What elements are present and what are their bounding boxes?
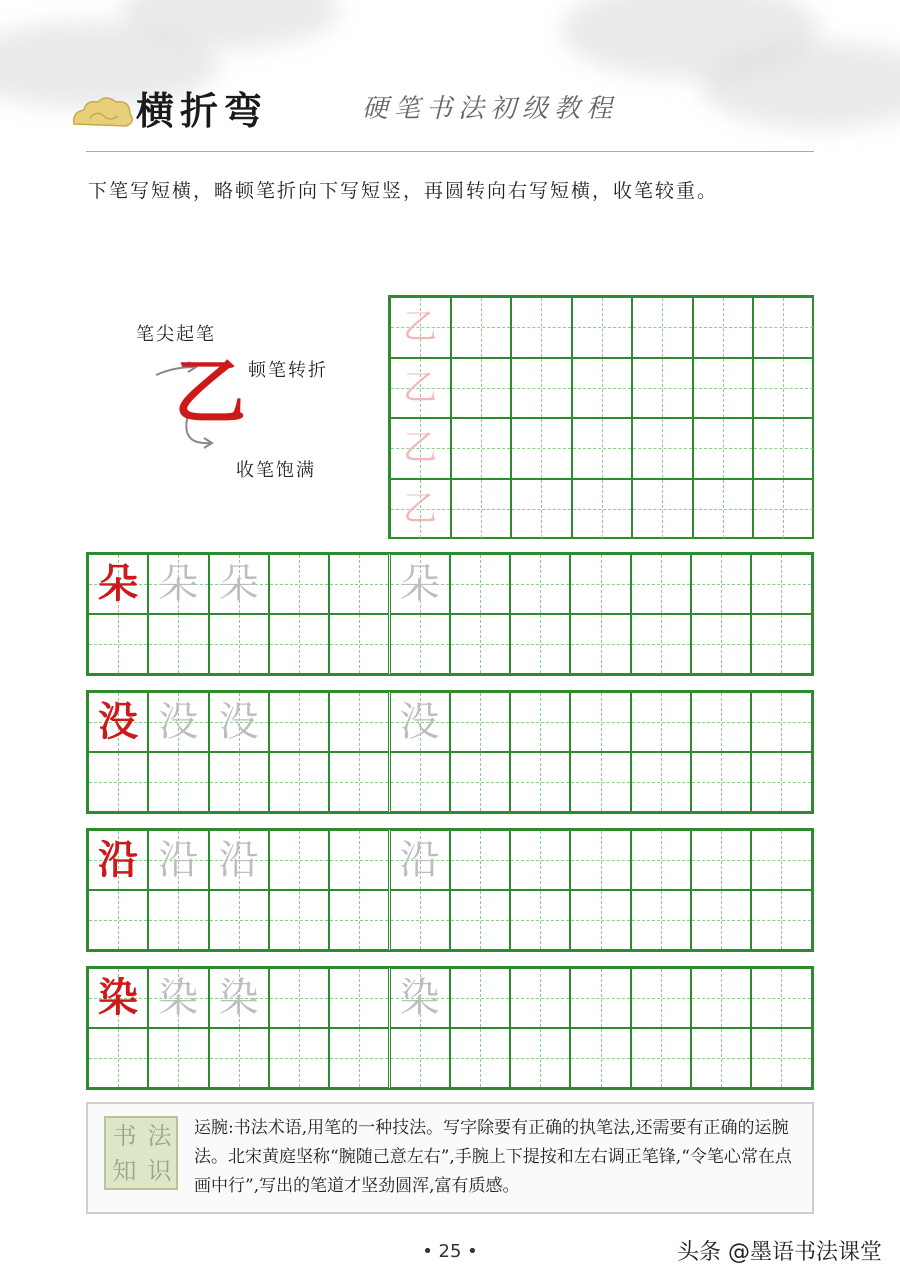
grid-cell xyxy=(450,1028,510,1088)
trace-character: 没 xyxy=(158,699,199,745)
grid-cell xyxy=(570,968,630,1028)
grid-cell xyxy=(572,479,633,540)
model-character: 朵 xyxy=(98,560,138,607)
page-number: • 25 • xyxy=(422,1241,478,1262)
trace-character: 染 xyxy=(399,975,440,1021)
stroke-trace-glyph: 乙 xyxy=(403,488,437,529)
grid-cell xyxy=(751,692,811,752)
trace-character: 没 xyxy=(218,699,259,745)
grid-cell xyxy=(510,554,570,614)
stroke-practice-grid xyxy=(388,295,814,539)
stroke-demo xyxy=(110,300,370,520)
grid-cell xyxy=(510,890,570,950)
practice-grid-1 xyxy=(86,552,814,676)
grid-cell xyxy=(209,752,269,812)
grid-cell xyxy=(269,830,329,890)
grid-cell xyxy=(329,890,389,950)
grid-cell xyxy=(631,968,691,1028)
grid-cell xyxy=(269,890,329,950)
grid-cell xyxy=(451,297,512,358)
grid-cell xyxy=(269,554,329,614)
knowledge-badge xyxy=(104,1116,178,1190)
grid-cell xyxy=(753,297,814,358)
label-start: 笔尖起笔 xyxy=(136,324,216,345)
grid-cell xyxy=(390,614,450,674)
grid-cell xyxy=(88,890,148,950)
grid-cell xyxy=(510,692,570,752)
grid-cell xyxy=(450,830,510,890)
grid-cell xyxy=(451,358,512,419)
grid-cell xyxy=(753,418,814,479)
stroke-description: 下笔写短横，略顿笔折向下写短竖，再圆转向右写短横，收笔较重。 xyxy=(88,180,719,202)
grid-cell xyxy=(269,614,329,674)
knowledge-text: 运腕:书法术语,用笔的一种技法。写字除要有正确的执笔法,还需要有正确的运腕法。北宋黄庭坚称“腕随己意左右”,手腕上下提按和左右调正笔锋,“令笔心常在点画中行”,写出的笔道才坚劲圆浑,富有质感。 xyxy=(194,1118,792,1196)
grid-cell xyxy=(631,554,691,614)
trace-character: 沿 xyxy=(399,837,440,883)
grid-cell xyxy=(691,968,751,1028)
badge-char: 识 xyxy=(147,1157,172,1185)
grid-cell xyxy=(450,968,510,1028)
grid-cell xyxy=(209,890,269,950)
grid-cell xyxy=(510,614,570,674)
grid-cell xyxy=(390,890,450,950)
model-character: 染 xyxy=(98,974,138,1021)
trace-character: 朵 xyxy=(399,561,440,607)
stroke-glyph-red: 乙 xyxy=(174,349,247,434)
grid-cell xyxy=(632,418,693,479)
grid-cell xyxy=(631,752,691,812)
grid-cell xyxy=(88,614,148,674)
grid-cell xyxy=(329,752,389,812)
stroke-name-title: 横折弯 xyxy=(136,88,269,133)
grid-cell xyxy=(632,358,693,419)
grid-cell xyxy=(693,358,754,419)
grid-cell xyxy=(631,1028,691,1088)
model-character: 沿 xyxy=(98,836,138,883)
grid-cell xyxy=(148,614,208,674)
grid-cell xyxy=(148,752,208,812)
grid-cell xyxy=(691,614,751,674)
grid-cell xyxy=(148,1028,208,1088)
grid-cell xyxy=(632,297,693,358)
grid-cell xyxy=(450,554,510,614)
grid-cell xyxy=(570,890,630,950)
grid-cell xyxy=(451,479,512,540)
grid-cell xyxy=(691,692,751,752)
grid-cell xyxy=(631,830,691,890)
cloud-icon xyxy=(70,94,136,130)
practice-grid-4 xyxy=(86,966,814,1090)
grid-cell xyxy=(572,418,633,479)
grid-cell xyxy=(751,968,811,1028)
grid-cell xyxy=(753,358,814,419)
page-header xyxy=(70,78,830,138)
header-divider xyxy=(86,151,814,152)
grid-cell xyxy=(753,479,814,540)
grid-cell xyxy=(751,752,811,812)
grid-cell xyxy=(693,479,754,540)
grid-cell xyxy=(511,358,572,419)
calligraphy-knowledge-box xyxy=(86,1102,814,1214)
stroke-trace-glyph: 乙 xyxy=(403,367,437,408)
grid-cell xyxy=(88,1028,148,1088)
trace-character: 染 xyxy=(218,975,259,1021)
grid-cell xyxy=(450,890,510,950)
grid-cell xyxy=(510,968,570,1028)
trace-character: 沿 xyxy=(218,837,259,883)
trace-character: 染 xyxy=(158,975,199,1021)
label-turn: 顿笔转折 xyxy=(248,360,328,381)
grid-cell xyxy=(510,752,570,812)
grid-cell xyxy=(511,479,572,540)
grid-cell xyxy=(691,890,751,950)
trace-character: 没 xyxy=(399,699,440,745)
grid-cell xyxy=(511,297,572,358)
trace-character: 朵 xyxy=(158,561,199,607)
grid-cell xyxy=(572,358,633,419)
grid-cell xyxy=(751,554,811,614)
grid-cell xyxy=(450,752,510,812)
book-title: 硬笔书法初级教程 xyxy=(362,94,619,124)
grid-cell xyxy=(88,752,148,812)
grid-cell xyxy=(691,1028,751,1088)
practice-grid-3 xyxy=(86,828,814,952)
stroke-trace-glyph: 乙 xyxy=(403,428,437,468)
badge-char: 知 xyxy=(112,1157,137,1185)
grid-cell xyxy=(570,1028,630,1088)
model-character: 没 xyxy=(98,698,138,745)
grid-cell xyxy=(390,1028,450,1088)
grid-cell xyxy=(269,968,329,1028)
grid-cell xyxy=(390,752,450,812)
grid-cell xyxy=(269,752,329,812)
badge-char: 书 xyxy=(112,1122,137,1150)
stroke-trace-glyph: 乙 xyxy=(403,307,437,347)
grid-cell xyxy=(570,830,630,890)
grid-cell xyxy=(570,752,630,812)
grid-cell xyxy=(209,1028,269,1088)
grid-cell xyxy=(510,830,570,890)
grid-cell xyxy=(693,418,754,479)
grid-cell xyxy=(329,830,389,890)
label-end: 收笔饱满 xyxy=(236,460,316,481)
badge-char: 法 xyxy=(147,1122,172,1150)
grid-cell xyxy=(751,614,811,674)
grid-cell xyxy=(329,1028,389,1088)
grid-cell xyxy=(570,554,630,614)
grid-cell xyxy=(570,692,630,752)
trace-character: 朵 xyxy=(218,561,259,607)
practice-grid-2 xyxy=(86,690,814,814)
grid-cell xyxy=(751,830,811,890)
grid-cell xyxy=(329,554,389,614)
grid-cell xyxy=(751,1028,811,1088)
grid-cell xyxy=(751,890,811,950)
grid-cell xyxy=(631,614,691,674)
grid-cell xyxy=(451,418,512,479)
grid-cell xyxy=(570,614,630,674)
grid-cell xyxy=(450,692,510,752)
grid-cell xyxy=(691,554,751,614)
grid-cell xyxy=(329,968,389,1028)
grid-cell xyxy=(511,418,572,479)
grid-cell xyxy=(450,614,510,674)
grid-cell xyxy=(572,297,633,358)
grid-cell xyxy=(631,692,691,752)
grid-cell xyxy=(691,752,751,812)
grid-cell xyxy=(269,692,329,752)
source-watermark: 头条 @墨语书法课堂 xyxy=(677,1240,882,1265)
grid-cell xyxy=(693,297,754,358)
trace-character: 沿 xyxy=(158,837,199,883)
grid-cell xyxy=(510,1028,570,1088)
grid-cell xyxy=(691,830,751,890)
grid-cell xyxy=(329,692,389,752)
grid-cell xyxy=(631,890,691,950)
grid-cell xyxy=(148,890,208,950)
grid-cell xyxy=(329,614,389,674)
grid-cell xyxy=(269,1028,329,1088)
grid-cell xyxy=(209,614,269,674)
grid-cell xyxy=(632,479,693,540)
